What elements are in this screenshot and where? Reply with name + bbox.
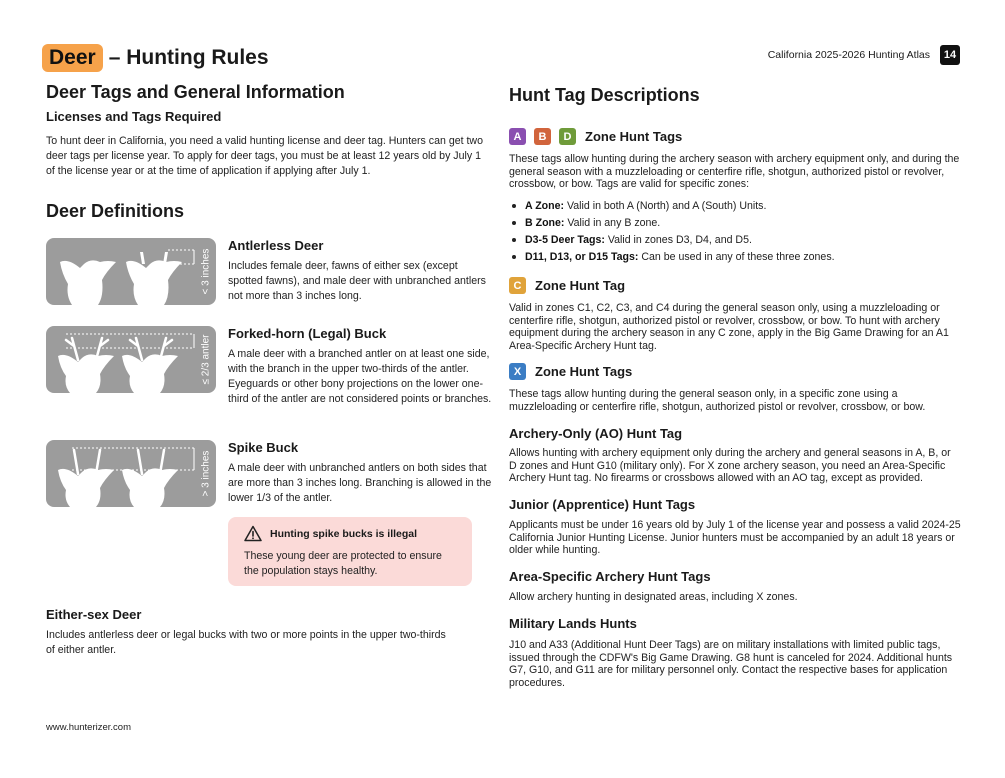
military-text: J10 and A33 (Additional Hunt Deer Tags) are on military installations with limited public tags, issued through the CDFW's Big Game Drawing. G8 hunt is canceled for 2024. Additional hunts G7, G10, and G11 are for military personnel only. Contact the respective bases for application procedures. (509, 639, 953, 689)
licenses-title: Licenses and Tags Required (46, 109, 222, 124)
footer-url[interactable]: www.hunterizer.com (46, 722, 132, 733)
military-title: Military Lands Hunts (509, 616, 637, 631)
x-zone-title: Zone Hunt Tags (535, 364, 633, 379)
badge-d: D (559, 128, 576, 145)
warning-text: These young deer are protected to ensure the population stays healthy. (244, 550, 442, 577)
abd-zone-heading (509, 128, 682, 145)
abd-zone-text: These tags allow hunting during the archery season with archery equipment only, and during the general season with a muzzleloading or centerfire rifle, shotgun, authorized pistol or revolver, crossbow, or bow. Tags are valid for specific zones: (509, 153, 960, 190)
antlerless-deer-image (46, 238, 216, 305)
list-item: B Zone: Valid in any B zone. (509, 216, 835, 233)
section-title-deer-tags: Deer Tags and General Information (46, 82, 345, 102)
spike-buck-image-label: > 3 inches (200, 450, 212, 497)
junior-title: Junior (Apprentice) Hunt Tags (509, 497, 696, 512)
section-title-deer-definitions: Deer Definitions (46, 201, 185, 221)
either-sex-title: Either-sex Deer (46, 607, 142, 622)
area-specific-title: Area-Specific Archery Hunt Tags (509, 569, 711, 584)
page-number: 14 (940, 45, 960, 65)
either-sex-text: Includes antlerless deer or legal bucks with two or more points in the upper two-thirds of either antler. (46, 629, 446, 656)
antlerless-deer-text: Includes female deer, fawns of either sex (except spotted fawns), and male deer with unbranched antlers not more than 3 inches long. (228, 260, 486, 302)
forked-horn-illustration (46, 326, 216, 393)
badge-c: C (509, 277, 526, 294)
c-zone-text: Valid in zones C1, C2, C3, and C4 during the general season only, using a muzzleloading or centerfire rifle, shotgun, authorized pistol or revolver, crossbow, or bow. To hunt with archery equipment during the archery season in any C zone, apply in the Big Game Drawing for an A1 Area-Specific Archery Hunt tag. (509, 302, 949, 352)
x-zone-text: These tags allow hunting during the general season only, in a specific zone using a muzzleloading or centerfire rifle, shotgun, authorized pistol or revolver, crossbow, or bow. (509, 388, 926, 413)
antlerless-image-label: < 3 inches (200, 248, 212, 295)
licenses-text: To hunt deer in California, you need a valid hunting license and deer tag. Hunters can get two deer tags per license year. To apply for deer tags, you must be at least 12 years old by July 1 of the license year or at the time of application if applying after July 1. (46, 135, 483, 177)
archery-only-text: Allows hunting with archery equipment only during the archery and general seasons in A, B, or D zones and Hunt G10 (military only). For X zone archery season, you need an Area-Specific Archery Hunt tag. No firearms or crossbows allowed with an AO tag, except as provided. (509, 447, 951, 484)
c-zone-title: Zone Hunt Tag (535, 278, 626, 293)
spike-buck-title: Spike Buck (228, 440, 299, 455)
hunt-tag-descriptions-title: Hunt Tag Descriptions (509, 85, 700, 105)
warning-title: Hunting spike bucks is illegal (270, 527, 418, 540)
c-zone-heading (509, 277, 625, 294)
junior-text: Applicants must be under 16 years old by July 1 of the license year and possess a valid 2024-25 California Junior Hunting License. Junior hunters must be accompanied by an adult 18 years or older while hunting. (509, 519, 961, 556)
forked-horn-buck-text: A male deer with a branched antler on at least one side, with the branch in the upper two-thirds of the antler. Eyeguards or other bony projections on the lower one-third of the antler are not considered points or branches. (228, 348, 492, 405)
x-zone-heading (509, 363, 632, 380)
forked-horn-image-label: ≤ 2/3 antler (200, 334, 212, 385)
list-item: D3-5 Deer Tags: Valid in zones D3, D4, and D5. (509, 233, 835, 250)
deer-tag-label: Deer (42, 44, 103, 72)
spike-buck-image (46, 440, 216, 507)
forked-horn-buck-image (46, 326, 216, 393)
list-item: D11, D13, or D15 Tags: Can be used in any of these three zones. (509, 250, 835, 267)
area-specific-text: Allow archery hunting in designated areas, including X zones. (509, 591, 798, 603)
header-right (768, 45, 960, 65)
archery-only-title: Archery-Only (AO) Hunt Tag (509, 426, 683, 441)
zone-bullets (509, 199, 835, 267)
page-title (42, 44, 269, 72)
spike-buck-text: A male deer with unbranched antlers on both sides that are more than 3 inches long. Branching is allowed in the lower 1/3 of the antler. (228, 462, 492, 504)
spike-buck-illustration (46, 440, 216, 507)
abd-zone-title: Zone Hunt Tags (585, 129, 683, 144)
badge-a: A (509, 128, 526, 145)
atlas-title: California 2025-2026 Hunting Atlas (767, 49, 930, 61)
warning-icon (244, 525, 262, 542)
spike-buck-warning (228, 517, 472, 586)
antlerless-deer-title: Antlerless Deer (228, 238, 324, 253)
warning-header (244, 525, 456, 542)
badge-x: X (509, 363, 526, 380)
page-title-rest: – Hunting Rules (108, 46, 269, 69)
forked-horn-buck-title: Forked-horn (Legal) Buck (228, 326, 387, 341)
badge-b: B (534, 128, 551, 145)
antlerless-deer-illustration (46, 238, 216, 305)
list-item: A Zone: Valid in both A (North) and A (South) Units. (509, 199, 835, 216)
